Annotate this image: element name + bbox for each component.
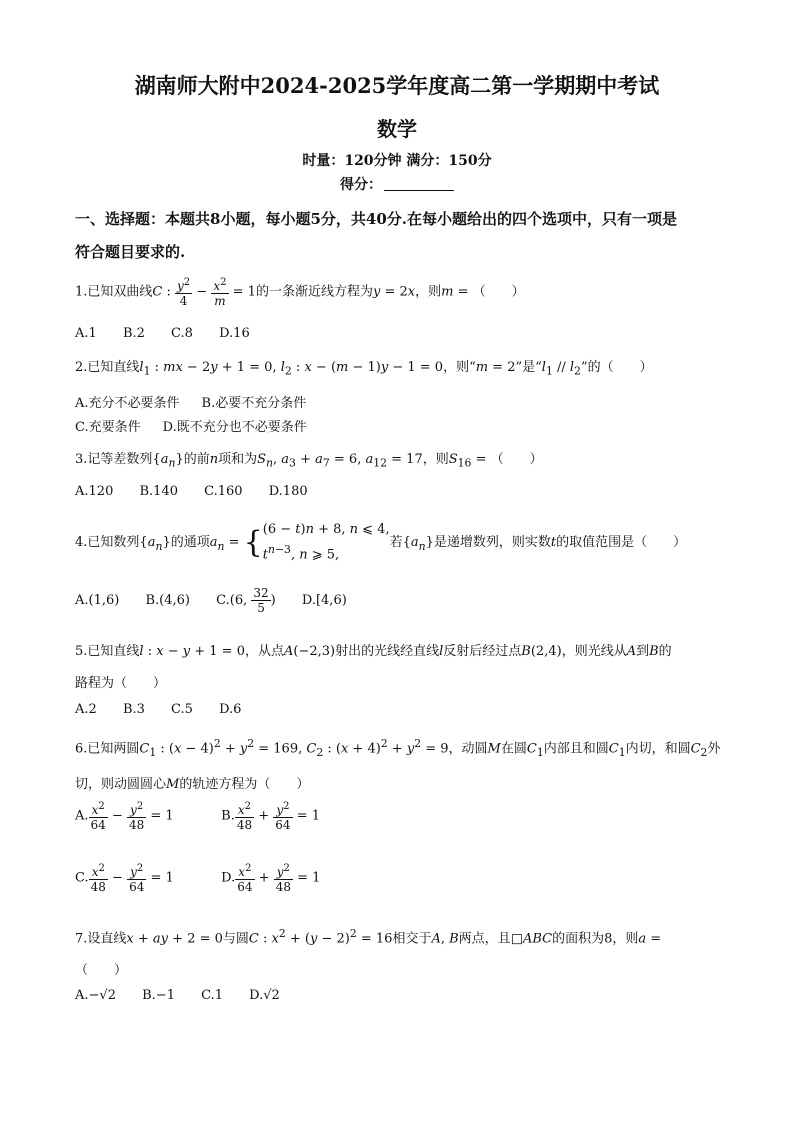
exam-subject: 数学 [377,117,417,141]
option[interactable]: D. $\frac{x^2}{64}$ + $\frac{y^2}{48}$ = 1 [221,863,321,894]
q2-options [75,392,725,440]
q7-text2: 与圆 [222,931,249,947]
section-heading-line1: 一、选择题：本题共8小题，每小题5分，共40分.在每小题给出的四个选项中，只有一项是 [75,210,677,228]
option[interactable]: C. $\frac{x^2}{48}$ − $\frac{y^2}{64}$ = 1 [75,863,174,894]
option[interactable]: C.(6, $\frac{32}{5}$ ) [216,586,276,615]
q7-text3: 相交于 [392,931,432,947]
option[interactable]: B.−1 [142,988,175,1003]
exam-time-score: 时量：120分钟 满分：150分 [302,153,492,169]
q3-text2: 的前 [183,452,210,467]
q1-options [75,326,725,341]
q6-text4: 内部且和圆 [543,741,609,757]
q4-brace: { [243,524,263,560]
option[interactable]: A.120 [75,484,114,499]
option[interactable]: A.1 [75,326,97,341]
q7-text: 7.设直线 [75,931,127,947]
option[interactable]: D.180 [268,484,308,499]
option-letter: A. [75,988,89,1003]
option[interactable]: B.2 [122,326,145,341]
q6-line2a: 切，则动圆圆心 [75,776,167,792]
option[interactable]: B.必要不充分条件 [201,396,307,411]
question-3: 3.记等差数列$\{a_n\}$的前n项和为$S_n$, $a_3 + a_7 = 6$, $a_{12} = 17$，则$S_{16}$ = （ ） [75,452,543,470]
q1-paren: （ ） [472,284,525,300]
q1-text: 1.已知双曲线 [75,284,153,300]
q4-options [75,586,725,615]
exam-title: 湖南师大附中2024-2025学年度高二第一学期期中考试 [134,73,660,98]
q7-options [75,988,725,1003]
q1-frac1: $\frac{y^2}{4}$ [177,277,191,308]
q7-text4: 两点，且 [458,931,511,947]
q4-text4: 是递增数列，则实数 [433,535,551,551]
option[interactable]: B.(4,6) [145,593,190,608]
q2-paren: ”的（ ） [580,360,653,375]
q4-text5: 的取值范围是（ ） [556,535,687,551]
option[interactable]: B. $\frac{x^2}{48}$ + $\frac{y^2}{64}$ = 1 [221,801,320,832]
option[interactable]: A.充分不必要条件 [75,396,180,411]
q4-text2: 的通项 [170,535,210,551]
question-7: 7.设直线x + ay + 2 = 0与圆C : $x^2 + (y - 2)^2 = 16$相交于A, B两点，且□ABC的面积为8，则a = （ ） [75,922,725,983]
section-heading-line2: 符合题目要求的. [75,243,186,261]
q5-line2: 路程为（ ） [75,676,167,691]
option-letter: A. [75,808,89,824]
q1-text2: 的一条渐近线方程为 [255,284,373,300]
option[interactable]: A. $\frac{x^2}{64}$ − $\frac{y^2}{48}$ = 1 [75,801,174,832]
option[interactable]: C.160 [204,484,243,499]
option[interactable]: D.既不充分也不必要条件 [162,420,307,435]
q6-text5: 内切，和圆 [625,741,691,757]
question-5: 5.已知直线l : x − y + 1 = 0，从点A(−2,3)射出的光线经直线l反射后经过点B(2,4)，则光线从A到B的 路程为（ ） [75,640,725,696]
score-line [0,174,794,194]
option[interactable]: A.−√2 [75,988,116,1003]
q6-options-row1 [75,800,725,832]
q6-line2b: 的轨迹方程为（ ） [179,776,310,792]
q7-text5: 的面积为8，则 [552,931,639,947]
option[interactable]: B.140 [139,484,178,499]
option[interactable]: C.5 [171,702,193,717]
option[interactable]: D.16 [219,326,250,341]
score-label: 得分： [340,177,382,193]
option-letter: C. [75,870,89,886]
option-letter: D. [249,988,264,1003]
q6-text: 6.已知两圆 [75,741,140,757]
option[interactable]: D.[4,6) [301,593,347,608]
q5-text5: ，则光线从 [561,644,627,659]
q5-options [75,702,725,717]
option[interactable]: B.3 [122,702,145,717]
q5-text: 5.已知直线 [75,644,140,659]
q3-text3: 项和为 [218,452,258,467]
option[interactable]: C.8 [171,326,193,341]
section-heading [75,203,725,269]
score-blank[interactable] [384,176,454,191]
q3-text: 3.记等差数列 [75,452,153,467]
q6-options-row2 [75,862,725,894]
q4-text3: 若 [389,535,403,551]
option[interactable]: C.充要条件 [75,420,141,435]
q4-frac: $\frac{32}{5}$ [253,586,269,615]
option-letter: D. [221,870,236,886]
q6-text2: ，动圆 [448,741,488,757]
q3-text4: ，则 [422,452,449,467]
q3-options [75,484,725,499]
q2-text2: ，则“ [443,360,476,375]
q7-line2: （ ） [75,963,128,979]
option[interactable]: D.√2 [249,988,280,1003]
q6-text6: 外 [707,741,721,757]
q3-paren: （ ） [490,452,543,467]
q5-text6: 到 [636,644,650,659]
option-letter: C. [216,593,230,608]
q6-text3: 在圆 [500,741,527,757]
option[interactable]: A.2 [75,702,97,717]
q5-text3: 射出的光线经直线 [335,644,440,659]
question-6: 6.已知两圆$C_1$ : $(x - 4)^2 + y^2 = 169$, $C_2$ : $(x + 4)^2 + y^2 = 9$，动圆M在圆$C_1$内部且和圆$C_1$内切，和圆$C_2$外 切，则动圆圆心M的轨迹方程为（ ） [75,737,721,792]
q2-text: 2.已知直线 [75,360,140,375]
q2-text3: ”是“ [515,360,542,375]
option-letter: B. [221,808,235,824]
option[interactable]: D.6 [219,702,242,717]
question-4: 4.已知数列$\{a_n\}$的通项$a_n$ = { (6 − t)n + 8, n ⩽ 4, $t^{n-3}$, n ⩾ 5, 若$\{a_n\}$是递增数列，则实数t的取值范围是（ ） [75,520,725,565]
q5-text7: 的 [658,644,672,659]
q4-text: 4.已知数列 [75,535,140,551]
option[interactable]: C.1 [201,988,224,1003]
q5-text4: 反射后经过点 [443,644,522,659]
option[interactable]: A.(1,6) [75,593,120,608]
q1-frac2: $\frac{x^2}{m}$ [213,277,227,308]
q5-text2: ，从点 [244,644,284,659]
q4-cases: (6 − t)n + 8, n ⩽ 4, $t^{n-3}$, n ⩾ 5, [262,522,390,563]
q1-text3: ，则 [415,284,442,300]
question-1: 1.已知双曲线C : $\frac{y^2}{4}$ − $\frac{x^2}{m}$ = 1的一条渐近线方程为y = 2x，则m = （ ） [75,277,525,308]
question-2: 2.已知直线$l_1$ : mx − 2y + 1 = 0, $l_2$ : x − (m − 1)y − 1 = 0，则“m = 2”是“$l_1 // l_2$”的（ ） [75,360,653,378]
